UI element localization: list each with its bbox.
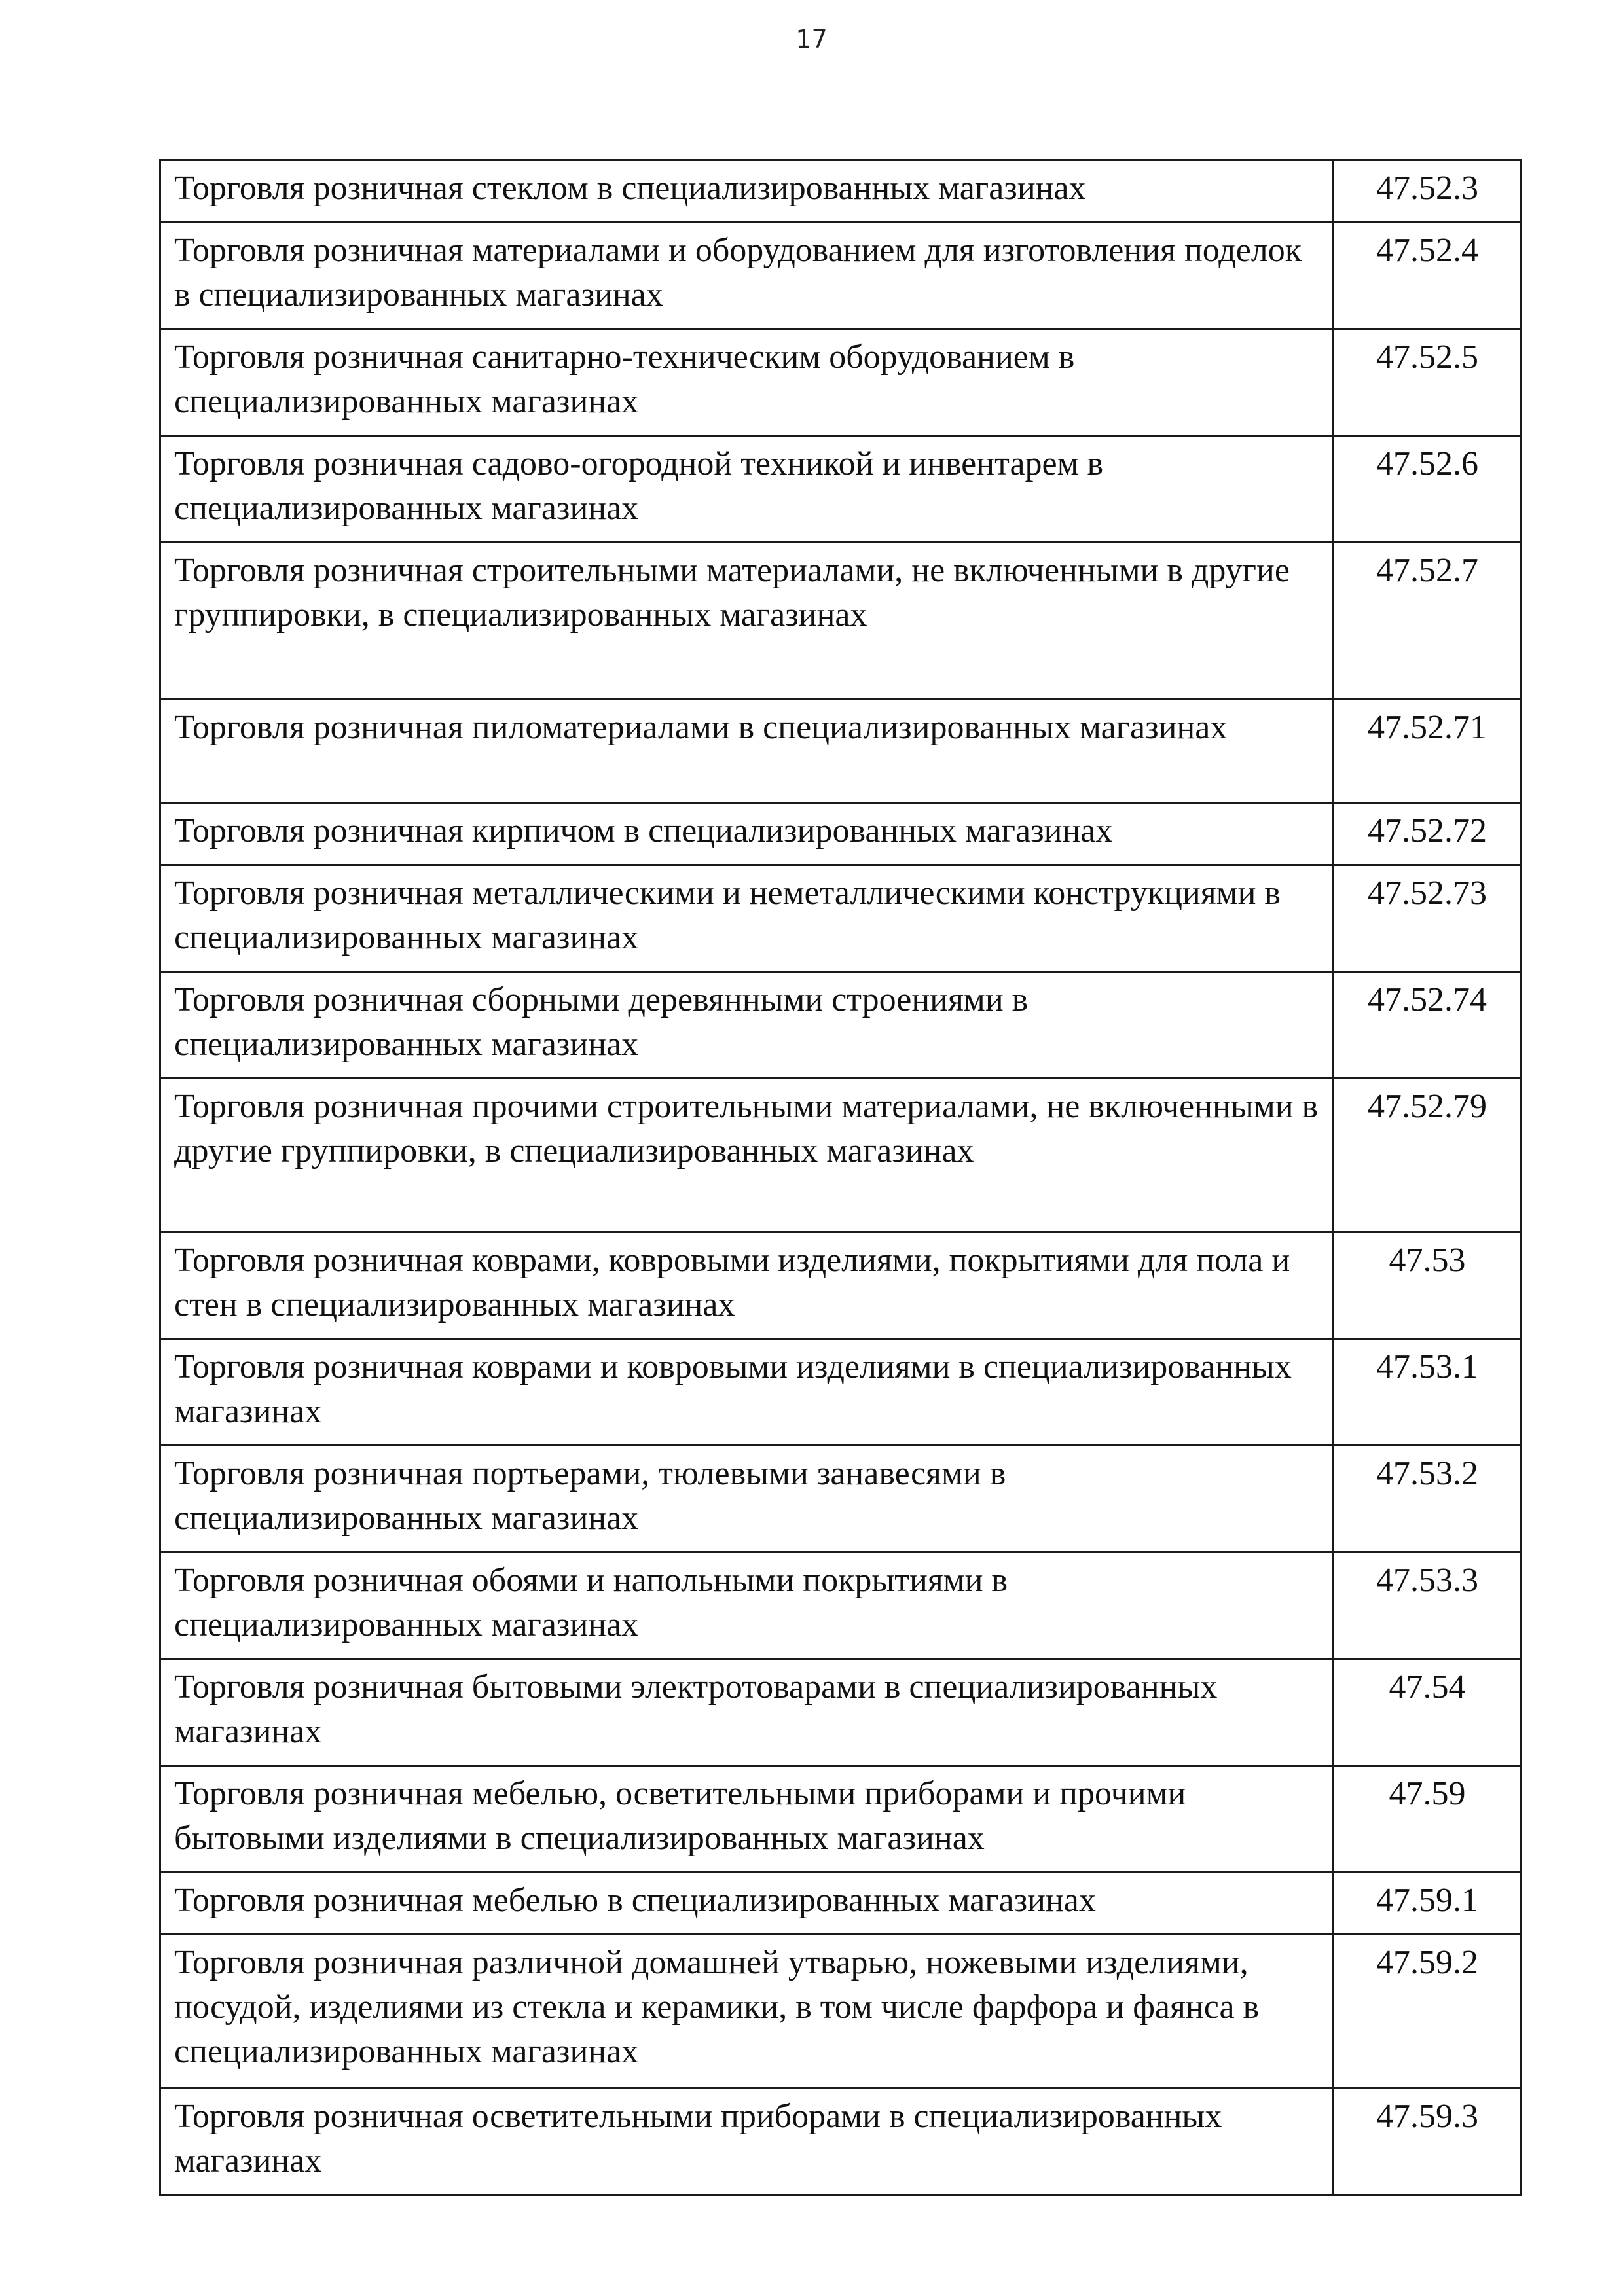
okved-code: 47.52.71 — [1334, 700, 1522, 803]
okved-table — [159, 159, 1522, 2196]
okved-code: 47.59.2 — [1334, 1935, 1522, 2089]
table-row — [160, 1552, 1522, 1659]
okved-code: 47.52.73 — [1334, 865, 1522, 972]
activity-name: Торговля розничная садово-огородной техникой и инвентарем в специализированных магазинах — [160, 436, 1334, 543]
table-row — [160, 803, 1522, 865]
okved-code: 47.52.72 — [1334, 803, 1522, 865]
okved-code: 47.52.5 — [1334, 329, 1522, 436]
table-row — [160, 436, 1522, 543]
okved-code: 47.53 — [1334, 1232, 1522, 1339]
table-row — [160, 543, 1522, 700]
table-row — [160, 1232, 1522, 1339]
activity-name: Торговля розничная материалами и оборудованием для изготовления поделок в специализированных магазинах — [160, 223, 1334, 329]
activity-name: Торговля розничная строительными материалами, не включенными в другие группировки, в специализированных магазинах — [160, 543, 1334, 700]
okved-code: 47.52.3 — [1334, 160, 1522, 223]
okved-code: 47.52.4 — [1334, 223, 1522, 329]
table-row — [160, 1079, 1522, 1232]
activity-name: Торговля розничная стеклом в специализированных магазинах — [160, 160, 1334, 223]
activity-name: Торговля розничная мебелью в специализированных магазинах — [160, 1873, 1334, 1935]
table-row — [160, 2089, 1522, 2195]
okved-code: 47.59 — [1334, 1766, 1522, 1873]
activity-name: Торговля розничная обоями и напольными покрытиями в специализированных магазинах — [160, 1552, 1334, 1659]
okved-code: 47.53.3 — [1334, 1552, 1522, 1659]
table-row — [160, 1659, 1522, 1766]
activity-name: Торговля розничная прочими строительными материалами, не включенными в другие группировки, в специализированных магазинах — [160, 1079, 1334, 1232]
activity-name: Торговля розничная санитарно-техническим оборудованием в специализированных магазинах — [160, 329, 1334, 436]
activity-name: Торговля розничная мебелью, осветительными приборами и прочими бытовыми изделиями в специализированных магазинах — [160, 1766, 1334, 1873]
activity-name: Торговля розничная портьерами, тюлевыми занавесями в специализированных магазинах — [160, 1446, 1334, 1552]
okved-code: 47.52.6 — [1334, 436, 1522, 543]
activity-name: Торговля розничная металлическими и неметаллическими конструкциями в специализированных магазинах — [160, 865, 1334, 972]
table-row — [160, 865, 1522, 972]
activity-name: Торговля розничная коврами и ковровыми изделиями в специализированных магазинах — [160, 1339, 1334, 1446]
okved-code: 47.54 — [1334, 1659, 1522, 1766]
table-row — [160, 160, 1522, 223]
activity-name: Торговля розничная бытовыми электротоварами в специализированных магазинах — [160, 1659, 1334, 1766]
table-row — [160, 1766, 1522, 1873]
activity-name: Торговля розничная осветительными приборами в специализированных магазинах — [160, 2089, 1334, 2195]
okved-code: 47.59.3 — [1334, 2089, 1522, 2195]
okved-code: 47.53.2 — [1334, 1446, 1522, 1552]
activity-name: Торговля розничная сборными деревянными строениями в специализированных магазинах — [160, 972, 1334, 1079]
okved-code: 47.52.74 — [1334, 972, 1522, 1079]
activity-name: Торговля розничная различной домашней утварью, ножевыми изделиями, посудой, изделиями из стекла и керамики, в том числе фарфора и фаянса в специализированных магазинах — [160, 1935, 1334, 2089]
okved-code: 47.53.1 — [1334, 1339, 1522, 1446]
activity-name: Торговля розничная коврами, ковровыми изделиями, покрытиями для пола и стен в специализированных магазинах — [160, 1232, 1334, 1339]
table-row — [160, 972, 1522, 1079]
table-row — [160, 1873, 1522, 1935]
okved-code: 47.59.1 — [1334, 1873, 1522, 1935]
table-row — [160, 1446, 1522, 1552]
okved-code: 47.52.7 — [1334, 543, 1522, 700]
table-row — [160, 1935, 1522, 2089]
activity-name: Торговля розничная кирпичом в специализированных магазинах — [160, 803, 1334, 865]
table-row — [160, 700, 1522, 803]
okved-code: 47.52.79 — [1334, 1079, 1522, 1232]
table-row — [160, 329, 1522, 436]
activity-name: Торговля розничная пиломатериалами в специализированных магазинах — [160, 700, 1334, 803]
table-row — [160, 223, 1522, 329]
table-row — [160, 1339, 1522, 1446]
page-number: 17 — [795, 25, 828, 54]
